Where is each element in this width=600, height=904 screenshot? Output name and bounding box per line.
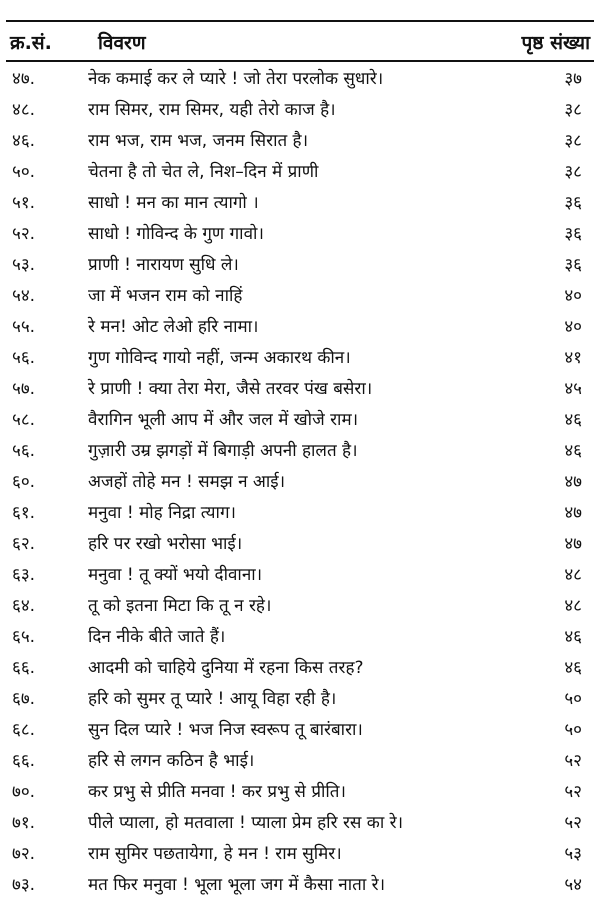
table-row	[0, 620, 600, 651]
table-row	[0, 837, 600, 868]
row-description: राम सुमिर पछतायेगा, हे मन ! राम सुमिर।	[88, 844, 342, 864]
table-row	[0, 744, 600, 775]
row-description: तू को इतना मिटा कि तू न रहे।	[88, 596, 272, 616]
row-number: ४६.	[12, 131, 36, 151]
table-row	[0, 310, 600, 341]
row-page: ३६	[564, 224, 582, 244]
row-description: प्राणी ! नारायण सुधि ले।	[88, 255, 239, 275]
row-number: ६६.	[12, 658, 36, 678]
row-page: ५४	[564, 875, 582, 895]
row-page: ३६	[564, 255, 582, 275]
row-page: ४८	[564, 565, 582, 585]
row-number: ४७.	[12, 69, 36, 89]
table-row	[0, 341, 600, 372]
table-row	[0, 806, 600, 837]
row-number: ६५.	[12, 627, 36, 647]
row-number: ६०.	[12, 472, 36, 492]
row-description: कर प्रभु से प्रीति मनवा ! कर प्रभु से प्रीति।	[88, 782, 346, 802]
table-row	[0, 496, 600, 527]
header-number: क्र.सं.	[10, 32, 52, 54]
table-row	[0, 93, 600, 124]
row-number: ४८.	[12, 100, 36, 120]
row-number: ५६.	[12, 348, 36, 368]
table-row	[0, 527, 600, 558]
row-number: ६२.	[12, 534, 36, 554]
row-number: ५४.	[12, 286, 36, 306]
row-page: ३७	[564, 69, 582, 89]
row-description: रे प्राणी ! क्या तेरा मेरा, जैसे तरवर पंख बसेरा।	[88, 379, 373, 399]
row-description: दिन नीके बीते जाते हैं।	[88, 627, 226, 647]
row-page: ४०	[564, 317, 582, 337]
row-description: गुण गोविन्द गायो नहीं, जन्म अकारथ कीन।	[88, 348, 351, 368]
row-number: ७३.	[12, 875, 36, 895]
row-number: ५५.	[12, 317, 36, 337]
row-page: ५२	[564, 751, 582, 771]
row-number: ५७.	[12, 379, 36, 399]
row-number: ५६.	[12, 441, 36, 461]
row-description: नेक कमाई कर ले प्यारे ! जो तेरा परलोक सुधारे।	[88, 69, 384, 89]
row-description: अजहों तोहे मन ! समझ न आई।	[88, 472, 286, 492]
table-row	[0, 217, 600, 248]
row-description: राम सिमर, राम सिमर, यही तेरो काज है।	[88, 100, 336, 120]
table-row	[0, 124, 600, 155]
row-page: ३८	[564, 100, 582, 120]
row-description: जा में भजन राम को नाहिं	[88, 286, 243, 306]
row-description: आदमी को चाहिये दुनिया में रहना किस तरह?	[88, 658, 364, 678]
row-page: ५०	[564, 689, 582, 709]
row-number: ७२.	[12, 844, 36, 864]
row-page: ४६	[564, 627, 582, 647]
row-description: मत फिर मनुवा ! भूला भूला जग में कैसा नाता रे।	[88, 875, 386, 895]
table-row	[0, 713, 600, 744]
table-row	[0, 62, 600, 93]
row-number: ७०.	[12, 782, 36, 802]
table-row	[0, 372, 600, 403]
row-description: साधो ! गोविन्द के गुण गावो।	[88, 224, 264, 244]
row-number: ५०.	[12, 162, 36, 182]
row-page: ४०	[564, 286, 582, 306]
table-row	[0, 186, 600, 217]
table-row	[0, 155, 600, 186]
table-row	[0, 651, 600, 682]
row-page: ४८	[564, 596, 582, 616]
row-description: सुन दिल प्यारे ! भज निज स्वरूप तू बारंबारा।	[88, 720, 363, 740]
row-page: ५०	[564, 720, 582, 740]
row-description: हरि को सुमर तू प्यारे ! आयू विहा रही है।	[88, 689, 337, 709]
row-page: ५२	[564, 782, 582, 802]
row-description: गुज़ारी उम्र झगड़ों में बिगाड़ी अपनी हालत है।	[88, 441, 358, 461]
row-number: ६३.	[12, 565, 36, 585]
row-number: ६१.	[12, 503, 36, 523]
row-page: ४६	[564, 410, 582, 430]
row-page: ३६	[564, 193, 582, 213]
row-number: ६७.	[12, 689, 36, 709]
row-description: पीले प्याला, हो मतवाला ! प्याला प्रेम हरि रस का रे।	[88, 813, 404, 833]
table-row	[0, 589, 600, 620]
row-page: ५३	[564, 844, 582, 864]
table-row	[0, 558, 600, 589]
row-page: ४६	[564, 658, 582, 678]
row-description: मनुवा ! तू क्यों भयो दीवाना।	[88, 565, 263, 585]
table-row	[0, 248, 600, 279]
row-number: ५२.	[12, 224, 36, 244]
row-page: ४७	[564, 534, 582, 554]
table-row	[0, 682, 600, 713]
row-number: ७१.	[12, 813, 36, 833]
row-description: चेतना है तो चेत ले, निश–दिन में प्राणी	[88, 162, 319, 182]
row-number: ६४.	[12, 596, 36, 616]
row-description: हरि पर रखो भरोसा भाई।	[88, 534, 243, 554]
row-description: साधो ! मन का मान त्यागो ।	[88, 193, 259, 213]
row-page: ३८	[564, 131, 582, 151]
row-page: ५२	[564, 813, 582, 833]
table-row	[0, 868, 600, 899]
row-description: राम भज, राम भज, जनम सिरात है।	[88, 131, 309, 151]
row-number: ६६.	[12, 751, 36, 771]
table-header	[0, 22, 600, 60]
row-page: ४७	[564, 472, 582, 492]
table-row	[0, 775, 600, 806]
index-rows	[0, 62, 600, 899]
row-description: वैरागिन भूली आप में और जल में खोजे राम।	[88, 410, 359, 430]
table-row	[0, 279, 600, 310]
table-row	[0, 434, 600, 465]
table-row	[0, 465, 600, 496]
row-description: हरि से लगन कठिन है भाई।	[88, 751, 255, 771]
row-description: मनुवा ! मोह निद्रा त्याग।	[88, 503, 236, 523]
row-number: ५३.	[12, 255, 36, 275]
row-number: ५१.	[12, 193, 36, 213]
row-page: ४५	[564, 379, 582, 399]
table-row	[0, 403, 600, 434]
row-number: ५८.	[12, 410, 36, 430]
header-page: पृष्ठ संख्या	[521, 32, 590, 54]
row-page: ४१	[564, 348, 582, 368]
header-description: विवरण	[98, 32, 146, 54]
row-description: रे मन! ओट लेओ हरि नामा।	[88, 317, 259, 337]
row-page: ३८	[564, 162, 582, 182]
row-page: ४६	[564, 441, 582, 461]
row-number: ६८.	[12, 720, 36, 740]
row-page: ४७	[564, 503, 582, 523]
